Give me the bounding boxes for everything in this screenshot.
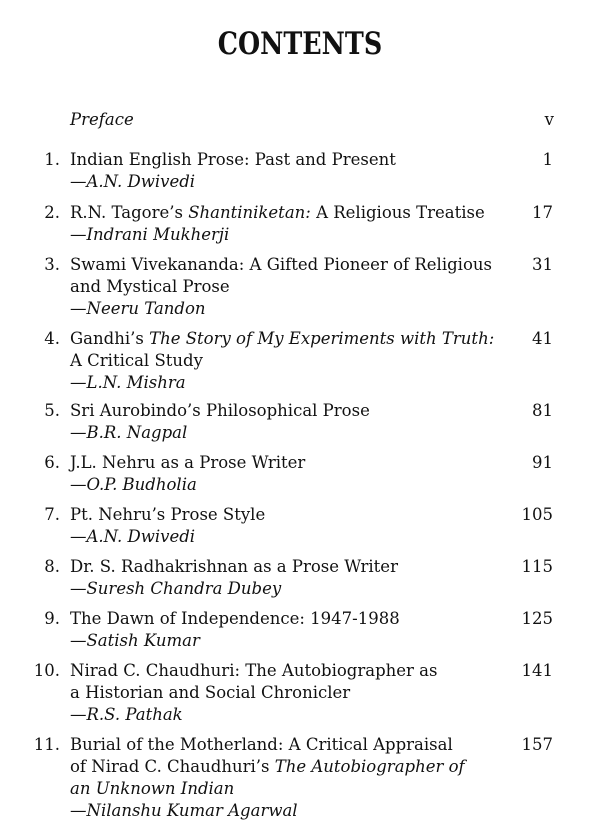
entry-page-number: 125 xyxy=(521,609,553,628)
entry-author: —Satish Kumar xyxy=(70,631,200,650)
entry-author: —L.N. Mishra xyxy=(70,373,186,392)
entry-title: Dr. S. Radhakrishnan as a Prose Writer xyxy=(70,557,398,576)
entry-author: —R.S. Pathak xyxy=(70,705,183,724)
entry-title-cont: a Historian and Social Chronicler xyxy=(70,683,351,702)
entry-title: Pt. Nehru’s Prose Style xyxy=(70,505,266,524)
entry-title-cont: of Nirad C. Chaudhuri’s The Autobiographer of xyxy=(70,757,465,776)
entry-number: 7. xyxy=(44,505,60,524)
entry-number: 1. xyxy=(44,150,60,169)
entry-number: 11. xyxy=(33,735,60,754)
entry-page-number: 105 xyxy=(521,505,553,524)
toc-preface[interactable] xyxy=(70,110,554,129)
entry-page-number: 141 xyxy=(521,661,553,680)
entry-number: 8. xyxy=(44,557,60,576)
entry-title-cont-italic: an Unknown Indian xyxy=(70,779,235,798)
entry-page-number: 17 xyxy=(532,203,553,222)
preface-label: Preface xyxy=(70,110,134,129)
entry-title: The Dawn of Independence: 1947-1988 xyxy=(70,609,400,628)
entry-title: Gandhi’s The Story of My Experiments with Truth: xyxy=(70,329,495,348)
entry-title: J.L. Nehru as a Prose Writer xyxy=(70,453,306,472)
entry-title: Nirad C. Chaudhuri: The Autobiographer as xyxy=(70,661,438,680)
entry-title: R.N. Tagore’s Shantiniketan: A Religious Treatise xyxy=(70,203,485,222)
entry-number: 2. xyxy=(44,203,60,222)
entry-page-number: 157 xyxy=(521,735,553,754)
preface-page-number: v xyxy=(544,110,554,129)
entry-author: —A.N. Dwivedi xyxy=(70,172,196,191)
entry-title: Swami Vivekananda: A Gifted Pioneer of Religious xyxy=(70,255,492,274)
entry-author: —B.R. Nagpal xyxy=(70,423,188,442)
entry-number: 3. xyxy=(44,255,60,274)
entry-number: 6. xyxy=(44,453,60,472)
entry-page-number: 81 xyxy=(532,401,553,420)
entry-number: 10. xyxy=(33,661,60,680)
entry-page-number: 1 xyxy=(542,150,553,169)
entry-page-number: 91 xyxy=(532,453,553,472)
entry-author: —Indrani Mukherji xyxy=(70,225,230,244)
entry-author: —Nilanshu Kumar Agarwal xyxy=(70,801,298,820)
entry-page-number: 41 xyxy=(532,329,553,348)
entry-title: Sri Aurobindo’s Philosophical Prose xyxy=(70,401,370,420)
page-title: CONTENTS xyxy=(217,26,383,62)
entry-author: —A.N. Dwivedi xyxy=(70,527,196,546)
entry-title-cont: A Critical Study xyxy=(70,351,203,370)
entry-title: Burial of the Motherland: A Critical Appraisal xyxy=(70,735,453,754)
entry-title-cont: and Mystical Prose xyxy=(70,277,230,296)
entry-number: 4. xyxy=(44,329,60,348)
entry-page-number: 115 xyxy=(521,557,553,576)
entry-number: 5. xyxy=(44,401,60,420)
entry-author: —Suresh Chandra Dubey xyxy=(70,579,282,598)
entry-author: —Neeru Tandon xyxy=(70,299,206,318)
entry-number: 9. xyxy=(44,609,60,628)
entry-title: Indian English Prose: Past and Present xyxy=(70,150,396,169)
entry-author: —O.P. Budholia xyxy=(70,475,197,494)
entry-page-number: 31 xyxy=(532,255,553,274)
